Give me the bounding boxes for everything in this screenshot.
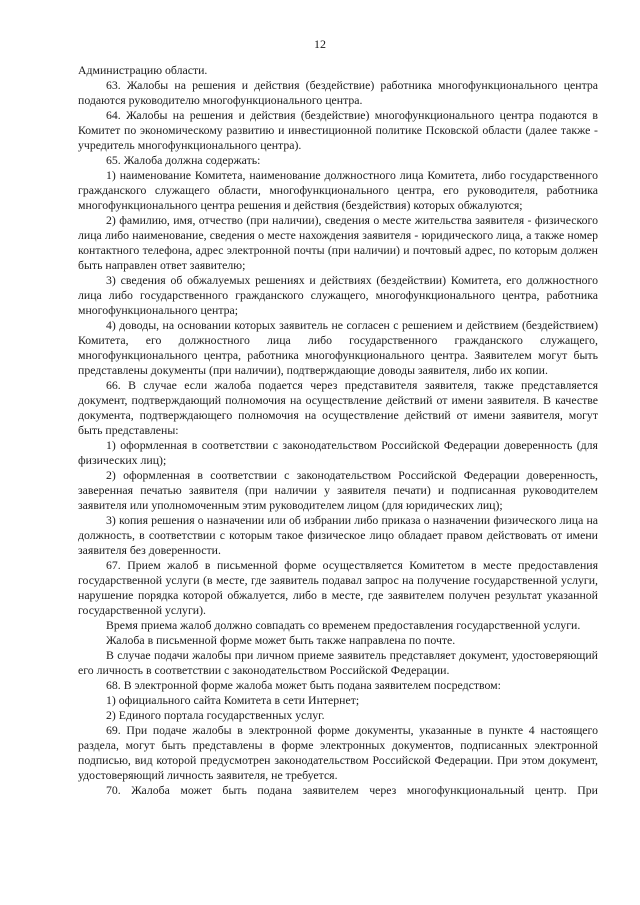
paragraph: 4) доводы, на основании которых заявитель не согласен с решением и действием (бездействием) Комитета, его должностного лица либо государственного гражданского служащего, многофункционального центра, работника многофункционального центра. Заявителем могут быть представлены документы (при наличии), подтверждающие доводы заявителя, либо их копии.	[78, 318, 598, 377]
paragraph: 65. Жалоба должна содержать:	[106, 153, 261, 167]
document-body	[78, 63, 598, 798]
paragraph: 67. Прием жалоб в письменной форме осуществляется Комитетом в месте предоставления государственной услуги (в месте, где заявитель подавал запрос на получение государственной услуги, нарушение порядка которой обжалуется, либо в месте, где заявителем получен результат указанной государственной услуги).	[78, 558, 598, 617]
paragraph: 66. В случае если жалоба подается через представителя заявителя, также представляется документ, подтверждающий полномочия на осуществление действий от имени заявителя. В качестве документа, подтверждающего полномочия на осуществление действий от имени заявителя, могут быть представлены:	[78, 378, 598, 437]
paragraph: 68. В электронной форме жалоба может быть подана заявителем посредством:	[106, 678, 501, 692]
paragraph: 64. Жалобы на решения и действия (бездействие) многофункционального центра подаются в Комитет по экономическому развитию и инвестиционной политике Псковской области (далее также - учредитель многофункционального центра).	[78, 108, 598, 152]
paragraph: 63. Жалобы на решения и действия (бездействие) работника многофункционального центра подаются руководителю многофункционального центра.	[78, 78, 598, 107]
paragraph: 2) фамилию, имя, отчество (при наличии), сведения о месте жительства заявителя - физического лица либо наименование, сведения о месте нахождения заявителя - юридического лица, а также номер контактного телефона, адрес электронной почты (при наличии) и почтовый адрес, по которым должен быть направлен ответ заявителю;	[78, 213, 598, 272]
paragraph: В случае подачи жалобы при личном приеме заявитель представляет документ, удостоверяющий его личность в соответствии с законодательством Российской Федерации.	[78, 648, 598, 677]
paragraph: 1) наименование Комитета, наименование должностного лица Комитета, либо государственного гражданского служащего области, многофункционального центра, его руководителя, работника многофункционального центра решения и действия (бездействия) которых обжалуются;	[78, 168, 598, 212]
page-number: 12	[314, 37, 326, 51]
paragraph: 2) оформленная в соответствии с законодательством Российской Федерации доверенность, заверенная печатью заявителя (при наличии у заявителя печати) и подписанная руководителем заявителя или уполномоченным этим руководителем лицом (для юридических лиц);	[78, 468, 598, 512]
paragraph: Жалоба в письменной форме может быть также направлена по почте.	[106, 633, 456, 647]
paragraph: 3) копия решения о назначении или об избрании либо приказа о назначении физического лица на должность, в соответствии с которым такое физическое лицо обладает правом действовать от имени заявителя без доверенности.	[78, 513, 598, 557]
paragraph: Администрацию области.	[78, 63, 208, 77]
paragraph: 69. При подаче жалобы в электронной форме документы, указанные в пункте 4 настоящего раздела, могут быть представлены в форме электронных документов, подписанных электронной подписью, вид которой предусмотрен законодательством Российской Федерации. При этом документ, удостоверяющий личность заявителя, не требуется.	[78, 723, 598, 782]
paragraph: 1) оформленная в соответствии с законодательством Российской Федерации доверенность (для физических лиц);	[78, 438, 598, 467]
paragraph: 70. Жалоба может быть подана заявителем через многофункциональный центр. При	[106, 783, 598, 797]
paragraph: 3) сведения об обжалуемых решениях и действиях (бездействии) Комитета, его должностного лица либо государственного гражданского служащего, многофункционального центра, работника многофункционального центра;	[78, 273, 598, 317]
paragraph: Время приема жалоб должно совпадать со временем предоставления государственной услуги.	[106, 618, 581, 632]
paragraph: 2) Единого портала государственных услуг.	[106, 708, 325, 722]
paragraph: 1) официального сайта Комитета в сети Интернет;	[106, 693, 360, 707]
